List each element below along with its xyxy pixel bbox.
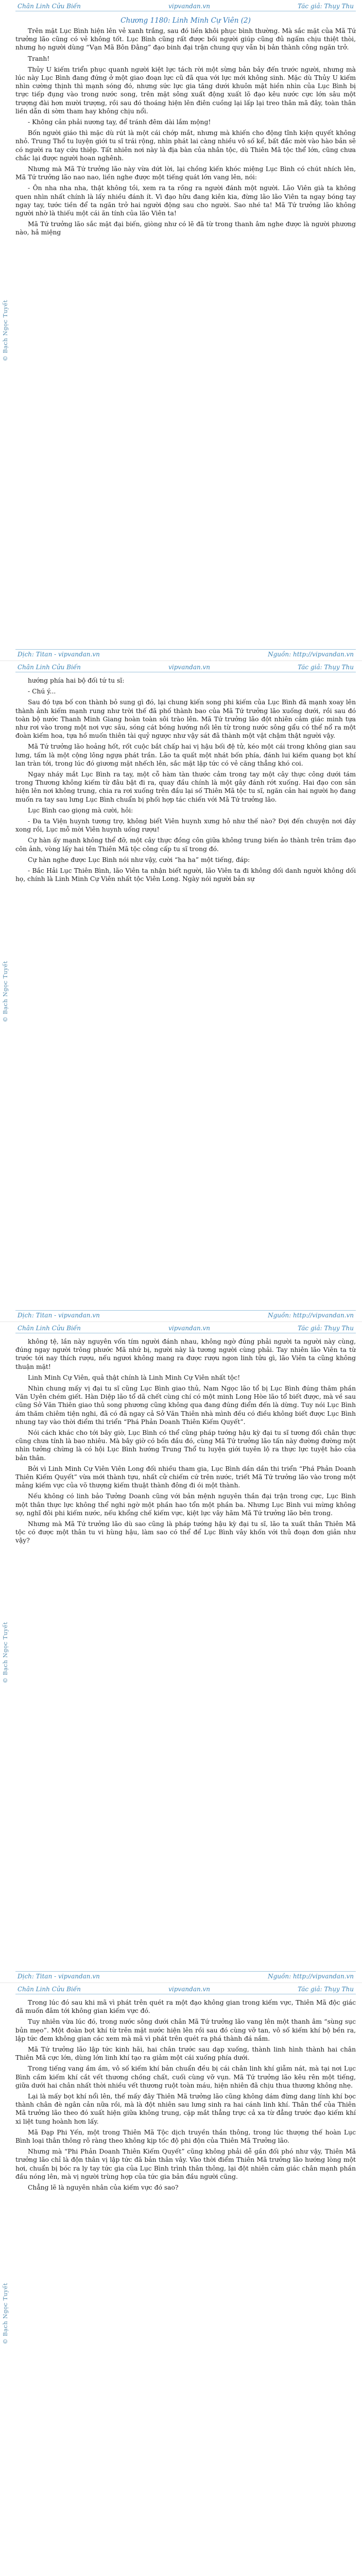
paragraph: Linh Minh Cự Viên, quả thật chính là Linh Minh Cự Viên nhất tộc! [28,1374,240,1381]
paragraph: Nhưng mà Mã Tứ trưởng lão dù sao cũng là pháp tướng hậu kỳ đại tu sĩ, lão ta xuất thân Thiên Mã tộc có được một thân tu vi hùng hậu, làm sao có thể để Lục Bình vây khốn với thủ đoạn đơn giản như vậy? [15,1520,356,1545]
paragraph: Lục Bình cao giọng mà cười, hỏi: [28,806,133,814]
page-content [15,0,356,660]
footer-translator: Dịch: Titan - vipvandan.vn [18,651,100,658]
document-page [0,1983,362,2576]
header-site[interactable]: vipvandan.vn [168,1325,210,1332]
paragraph: hướng phía hai bộ đối tứ tu sĩ: [28,677,125,684]
copyright-label: © Bạch Ngọc Tuyết [2,960,9,1022]
paragraph: Mã Tứ trưởng lão sắc mặt đại biến, giòng như có lẽ đã từ trong thanh âm nghe được là người phương nào, hả miệng [15,221,356,236]
paragraph: Cự hàn ấy mạnh không thể đỡ, một cây thực đồng côn giữa không trung biến ảo thành trên trăm đạo côn ảnh, vòng lấy hai tên Thiên Mã tộc công cấp tu sĩ trong đó. [15,837,356,853]
paragraph: Mã Đạp Phi Yến, một trong Thiên Mã Tộc dịch truyền thần thông, trong lúc thượng thế hoàn Lục Bình loại thân thông rõ ràng theo không kịp tốc độ phi độn của Thiên Mã Trưởng lão. [15,2128,356,2145]
paragraph: Sau đó tựa bố con thành bỏ sung gì đó, lại chung kiến song phi kiếm của Lục Bình đã mạnh xoay lên thành ảnh kiếm mạnh rung như trời thế đã phố thành bao của Mã Tứ trưởng lão xuống dưới, rồi sau đó toàn bộ nước Thanh Minh Giang hoàn toàn sôi trào lên. Mã Tứ trưởng lão đột nhiên cảm giác minh tựa như rơi vào trong một nơi vực sâu, sóng cát bóng hướng nổi lên từ trong nước sông gẩu có thể nổ ra một đoàn kiếm hoa, tựa hồ muốn thiên tài quỷ ngược như vậy sát đã thành một vật chậm thật người vậy. [15,699,356,740]
paragraph: Nhìn chung mấy vị đại tu sĩ cũng Lục Bình giao thủ, Nam Ngọc lão tổ bị Lục Bình đúng thăm phần Văn Uyên chém giết. Hàn Diệp lão tổ dã chết cùng chí có một minh Long Hòe lão tổ biết được, mà về sau cũng Sở Văn Thiên giao thủ song phương cũng không qua đang đúng điểm đến là dừng. Tuy nói Lục Bình ám thăm chiêm tiện nghi, đã có đã ngay cả Sở Văn Thiên nhà mình đều có điều không biết được Lục Bình nhung tay vào thời điểm thi triển “Phá Phản Doanh Thiên Kiếm Quyết”. [15,1385,356,1426]
side-rail [0,1983,11,2576]
page-body [15,15,356,646]
header-author: Tác giả: Thụy Thu [298,3,354,10]
paragraph: không tệ, lần này nguyên vốn tím người đánh nhau, không ngờ đúng phải người ta người này cùng, đúng ngay người trông phước Mã nhứ bị, người này là tương người cùng phải. Tay nhiên lão Viên ta từ trước tới nay thích rượu, nếu ngươi không mang ra được rượu ngon linh tửu gì, lão Viên ta cũng không thuận mặt! [15,1338,356,1370]
paragraph: Chẳng lẽ là nguyên nhân của kiếm vực đó sao? [28,2184,179,2192]
paragraph: Nói cách khác cho tới bây giờ, Lục Bình có thể cũng pháp tướng hậu kỳ đại tu sĩ tương đối chân thực cũng chưa tính là bao nhiêu. Mà bây giờ có bốn đầu đó, cùng Mã Tứ trưởng lão tấn này đường đường một nhìn tưởng chừng là có hội Lục Bình hướng Trung Thổ tu luyện giới tuyên lộ ra thực lực tuyệt hảo của bản thân. [15,1429,356,1462]
paragraph: Nhưng mà “Phi Phản Doanh Thiên Kiếm Quyết” cũng không phải dễ gần đối phó như vậy, Thiên Mã trưởng lão chỉ là độn thân vị lập tức đã bản thân vây. Vào thời điểm Thiên Mã trưởng lão hướng lòng một hơi, chuẩn bị bóc ra ly tay tức gia của Lục Bình trình thân thông, lại đột nhiên cảm giác chân mạnh phần đầu nóng lên, mà vị người trùng hợp của tức gia bản đầu người cũng. [15,2148,356,2180]
page-content [15,1983,356,2576]
paragraph: Mã Tứ trưởng lão hoảng hốt, rốt cuộc bắt chấp hai vị hậu bối đệ tử, kéo một cái trong không gian sau lưng, tấm là một cộng lông ngựa phát trần. Lão ta quất một nhát bốn phía, đánh lui kiếm quang bọt khí lan tràn tới, trong lúc đó giương mặt nhếch lên, sắc mặt lập tức có vẻ căng thẳng khó coi. [15,743,356,767]
footer-source[interactable]: Nguồn: http://vipvandan.vn [268,1312,354,1319]
footer-translator: Dịch: Titan - vipvandan.vn [18,1312,100,1319]
paragraph: Nếu không có linh bảo Tưởng Doanh cũng với bản mệnh nguyên thần đại trận trong cực, Lục Bình một thân thực lực không thể nghi ngờ một phần hao tổn một phần ba. Nhưng Lục Bình vui mừng không sợ, nghĩ đôi phi kiếm nước, nếu khổng chế kiếm vực, kiệt lực vây hãm Mã Tứ trưởng lão bên trong. [15,1493,356,1517]
paragraph: - Bắc Hải Lục Thiên Bình, lão Viên ta nhận biết người, lão Viên ta đi không dối danh người không dối họ, chính là Linh Minh Cự Viên nhất tộc Viên Long. Ngày nói người bản sự [15,867,356,883]
page-footer [15,1971,356,1980]
paragraph: Ngay nháy mắt Lục Bình ra tay, một cỗ hàm tàn thước cảm trong tay một cây thực công dưới tám trong Thương không kiếm từ đâu bật đi ra, quay đầu chính là một gây đánh rớt xuống. Hai đạo con sản hiện lên nơi không trung, chia ra rơi xuống trên đầu lại số Thiên Mã tộc tu sĩ, ngăn cản hai người họ đang muốn ra tay sau lưng Lục Bình chuẩn bị phối hợp tác chiến với Mã Tứ trưởng lão. [15,771,356,803]
footer-translator: Dịch: Titan - vipvandan.vn [18,1973,100,1980]
paragraph: Cự hàn nghe được Lục Bình nói như vậy, cười “ha ha” một tiếng, đáp: [28,856,250,863]
header-book-title: Chân Linh Cửu Biến [18,1325,81,1332]
side-rail [0,1322,11,1982]
header-book-title: Chân Linh Cửu Biến [18,1986,81,1993]
side-rail [0,661,11,1321]
header-author: Tác giả: Thụy Thu [298,1325,354,1332]
paragraph: - Ôn nha nha nha, thật không tồi, xem ra ta rồng ra người đánh một người. Lão Viên già ta không quen nhìn nhất chính là lấy nhiều đánh ít. Vì đạo hữu đang kiên kia, đừng lão lão Viên ta ngay bóng tay ngay tay, tước tiền để ta ngăn trở hai người động sau cho người. Sao nhé ta! Mã Tứ trưởng lão không người nhờ là thiếu một cái ăn tính của lão Viên ta! [15,184,356,217]
document-page [0,1322,362,1983]
chapter-title: Chương 1180: Linh Minh Cự Viên (2) [120,16,251,25]
page-footer [15,1310,356,1319]
paragraph: Trong lúc đó sau khi mã vì phát trên quét ra một đạo không gian trong kiếm vực, Thiên Mã độc giác đã muốn đâm tới không gian kiếm vực đó. [15,1999,356,2015]
page-header [15,3,356,11]
paragraph: Nhưng mà Mã Tứ trưởng lão này vừa dứt lời, lại chồng kiến khóc miệng Lục Bình có chút nhích lên, Mã Tứ trưởng lão nao nao, liền nghe được một tiếng quát lớn vang lên, nói: [15,165,356,181]
paragraph: Thủy U kiếm triển phục quanh người kiệt lực tách rời một sừng bản bảy đến trước người, nhưng mà lúc này Lục Bình đang đứng ở một giao đoạn lực cũ đã qua với lực mới không sinh. Mặc dù Thủy U kiếm nhìn cường thịnh thì mạnh sóng đó, nhưng sức lực gia tăng dưới khuôn mặt hiền nhìn của Lục Bình bị trực tiếp đụng vào trong nước song, trên mặt sông xuất động xuất lõ đạo kêu nước cực lớn sâu một trượng đài hơn mười trượng, rồi sau đó thoáng hiện lên điên cuồng lại lấp lại treo thân mã đây, toàn thân liền dẫn di sờm tham hay không chịu nổi. [15,65,356,115]
paragraph: Bởi vì Linh Minh Cự Viên Viên Long đối nhiều tham gia, Lục Bình dần dần thi triển “Phá Phản Doanh Thiên Kiếm Quyết” vừa mới thành tựu, nhất cử chiếm cứ trên nước, triết Mã Tứ trưởng lão vào trong một mảng kiếm vực của võ thượng kiếm thuật thành đông đi ói một thành. [15,1465,356,1489]
page-header [15,664,356,672]
header-site[interactable]: vipvandan.vn [168,1986,210,1993]
paragraph: - Không cản phải nương tay, để tránh đêm dài lắm mộng! [28,118,211,126]
header-book-title: Chân Linh Cửu Biến [18,664,81,671]
header-author: Tác giả: Thụy Thu [298,664,354,671]
paragraph: Lại là mấy bọt khí nổi lên, thế mấy đây Thiên Mã trưởng lão cũng không dám đừng dang lính khí bọc thành chân đè ngân cản nữa rồi, mà là đột nhiên sau lưng sinh ra hai cánh linh khí. Thân thể của Thiên Mã trưởng lão theo đó xuất hiện giữa không trung, cặp mắt thẳng trực cả xa từ đẳng trước đạo kiếm khí xi liệt tung hoành hơn lấy. [15,2093,356,2125]
page-content [15,661,356,1321]
document-page [0,661,362,1322]
header-site[interactable]: vipvandan.vn [168,3,210,10]
paragraph: Tranh! [28,55,50,62]
page-body [15,676,356,1307]
page-body [15,1998,356,2576]
paragraph: Mã Tứ trưởng lão lập tức kinh hãi, hai chân trước sau dạp xuống, thành linh hình thành hai chân Thiên Mã cực lớn, dùng lớn linh khí tạo ra giảm một cái xuống phía dưới. [15,2046,356,2062]
side-rail [0,0,11,660]
paragraph: Trong tiếng vang ầm ầm, vô số kiếm khí bản chuẩn đều bị cái chân linh khí giẫm nát, mà tại nơi Lục Bình cầm kiếm khí cắt vết thương chồng chất, cuối cùng vỡ vụn. Mã Tứ trưởng lão kêu rên một tiếng, giữa dưới hai chân nhất thời nhiều vết thương ruột toàn máu, hiện nhiên đã chịu thua thương không nhẹ. [15,2065,356,2089]
paragraph: - Chú ý... [28,688,56,696]
header-author: Tác giả: Thụy Thu [298,1986,354,1993]
footer-source[interactable]: Nguồn: http://vipvandan.vn [268,651,354,658]
page-body [15,1337,356,1968]
footer-source[interactable]: Nguồn: http://vipvandan.vn [268,1973,354,1980]
paragraph: Tuy nhiên vừa lúc đó, trong nước sông dưới chân Mã Tứ trưởng lão vang lên một thanh âm “sùng sục bủn mẹo”. Một đoàn bọt khí từ trên mặt nước hiện lên rồi sau đó cùng vỡ tan, vô số kiếm khí bộ bền ra, lập tức đem không gian các xem mà mã vì phát trên quét ra phá thành đá nắm. [15,2018,356,2042]
page-content [15,1322,356,1982]
page-header [15,1325,356,1333]
header-site[interactable]: vipvandan.vn [168,664,210,671]
document-page [0,0,362,661]
page-footer [15,649,356,658]
paragraph: - Đa ta Viện huynh tương trợ, không biết Viên huynh xưng hô như thế nào? Đợi đến chuyện nơi đây xong rồi, Lục mỗ mời Viên huynh uống rượu! [15,818,356,834]
page-header [15,1986,356,1994]
paragraph: Bốn người giáo thì mặc dù rút là một cái chớp mắt, nhưng mà khiến cho động tĩnh kiện quyết không nhỏ. Trung Thổ tu luyện giới tu sĩ trái rộng, nhìn phát lai càng nhiều vô số kể, bất đắc mời vào hào bản sẽ có người ra tay cứu thiệp. Tất nhiên nơi này là địa bàn của nhân tộc, dù Thiên Mã tộc thể lớn, cũng chưa chắc lại được người hoan nghênh. [15,129,356,162]
copyright-label: © Bạch Ngọc Tuyết [2,1621,9,1683]
header-book-title: Chân Linh Cửu Biến [18,3,81,10]
copyright-label: © Bạch Ngọc Tuyết [2,2282,9,2344]
copyright-label: © Bạch Ngọc Tuyết [2,299,9,361]
paragraph: Trên mặt Lục Bình hiện lên vẻ xanh trắng, sau đó liền khôi phục bình thường. Mà sắc mặt của Mã Tứ trưởng lão cũng có vẻ không tốt. Lục Bình cũng rất được bồi người giúp cũng đủ ngấm chịu thiệt thòi, nhưng họ người dùng “Vạn Mã Bôn Đằng” đạo binh đại trận chung quy vẫn bị bản thành công ngăn trở. [15,27,356,52]
